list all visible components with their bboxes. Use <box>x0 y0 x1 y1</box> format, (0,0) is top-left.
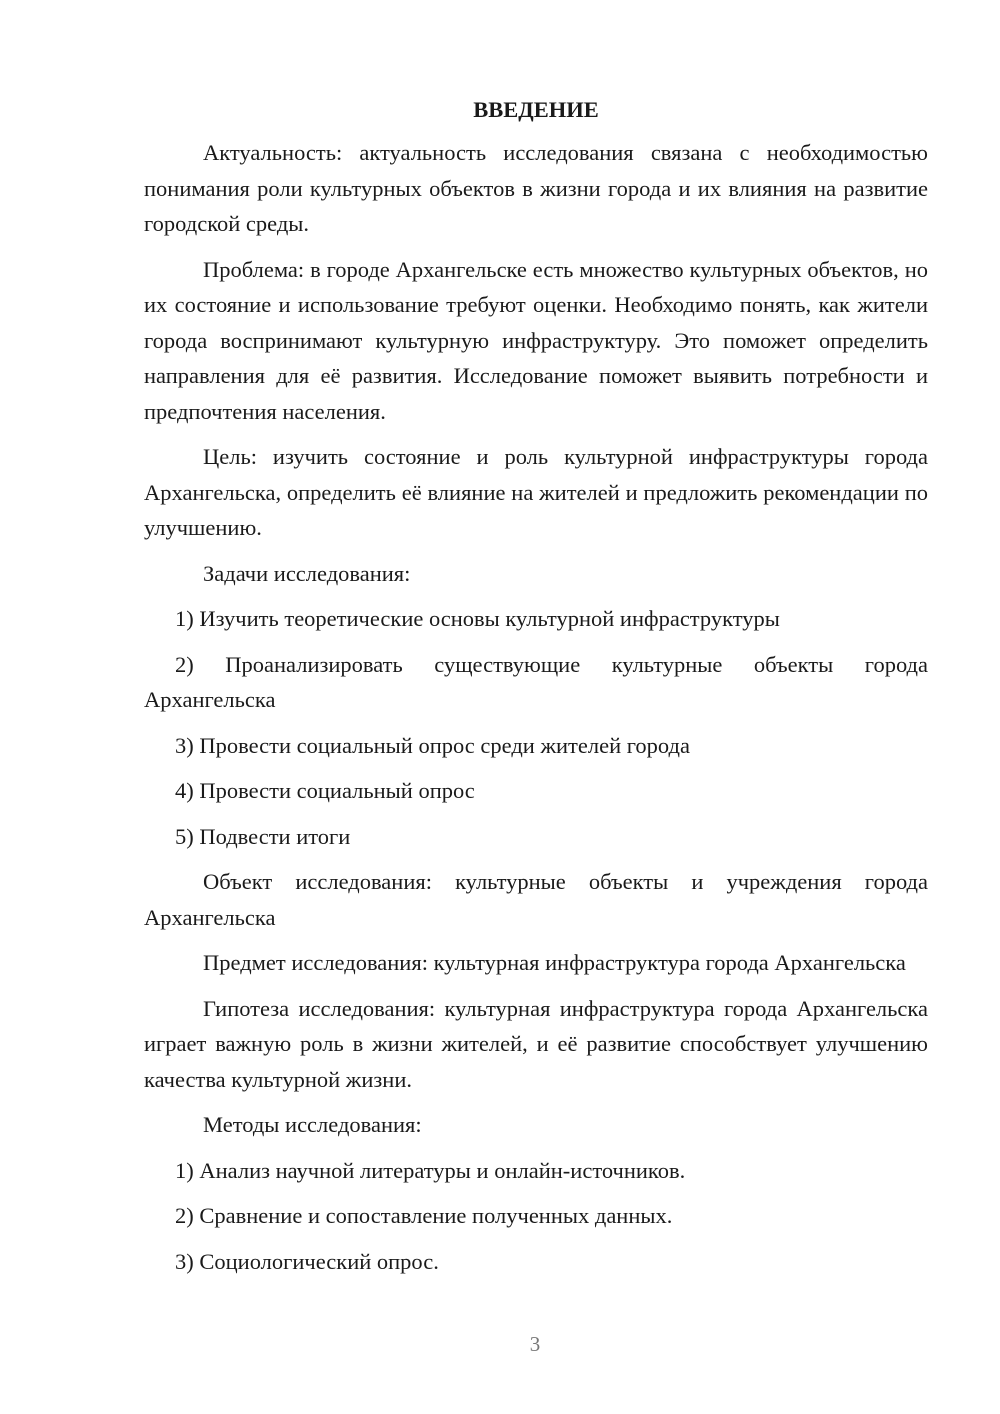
paragraph-hypothesis: Гипотеза исследования: культурная инфраструктура города Архангельска играет важную роль в жизни жителей, и её развитие способствует улучшению качества культурной жизни. <box>144 995 928 1092</box>
task-item: 1) Изучить теоретические основы культурной инфраструктуры <box>175 606 780 631</box>
task-item: 2) Проанализировать существующие культурные объекты города Архангельска <box>144 651 928 712</box>
task-item: 4) Провести социальный опрос <box>175 778 475 803</box>
paragraph-object: Объект исследования: культурные объекты и учреждения города Архангельска <box>144 869 928 930</box>
task-item: 5) Подвести итоги <box>175 823 351 849</box>
method-item: 1) Анализ научной литературы и онлайн-источников. <box>175 1157 686 1183</box>
page-content <box>144 90 928 1289</box>
section-heading: ВВЕДЕНИЕ <box>473 97 599 122</box>
paragraph-problem: Проблема: в городе Архангельске есть множество культурных объектов, но их состояние и использование требуют оценки. Необходимо понять, как жители города воспринимают культурную инфраструктуру. Это поможет определить направления для её развития. Исследование поможет выявить потребности и предпочтения населения. <box>144 256 928 424</box>
method-item: 2) Сравнение и сопоставление полученных данных. <box>175 1203 673 1228</box>
tasks-title: Задачи исследования: <box>203 560 411 586</box>
paragraph-relevance: Актуальность: актуальность исследования связана с необходимостью понимания роли культурных объектов в жизни города и их влияния на развитие городской среды. <box>144 140 928 236</box>
method-item: 3) Социологический опрос. <box>175 1248 439 1274</box>
paragraph-goal: Цель: изучить состояние и роль культурной инфраструктуры города Архангельска, определить её влияние на жителей и предложить рекомендации по улучшению. <box>144 444 928 540</box>
paragraph-subject: Предмет исследования: культурная инфраструктура города Архангельска <box>203 950 906 975</box>
task-item: 3) Провести социальный опрос среди жителей города <box>175 732 690 758</box>
page-number: 3 <box>529 1332 541 1356</box>
methods-title: Методы исследования: <box>203 1112 422 1137</box>
